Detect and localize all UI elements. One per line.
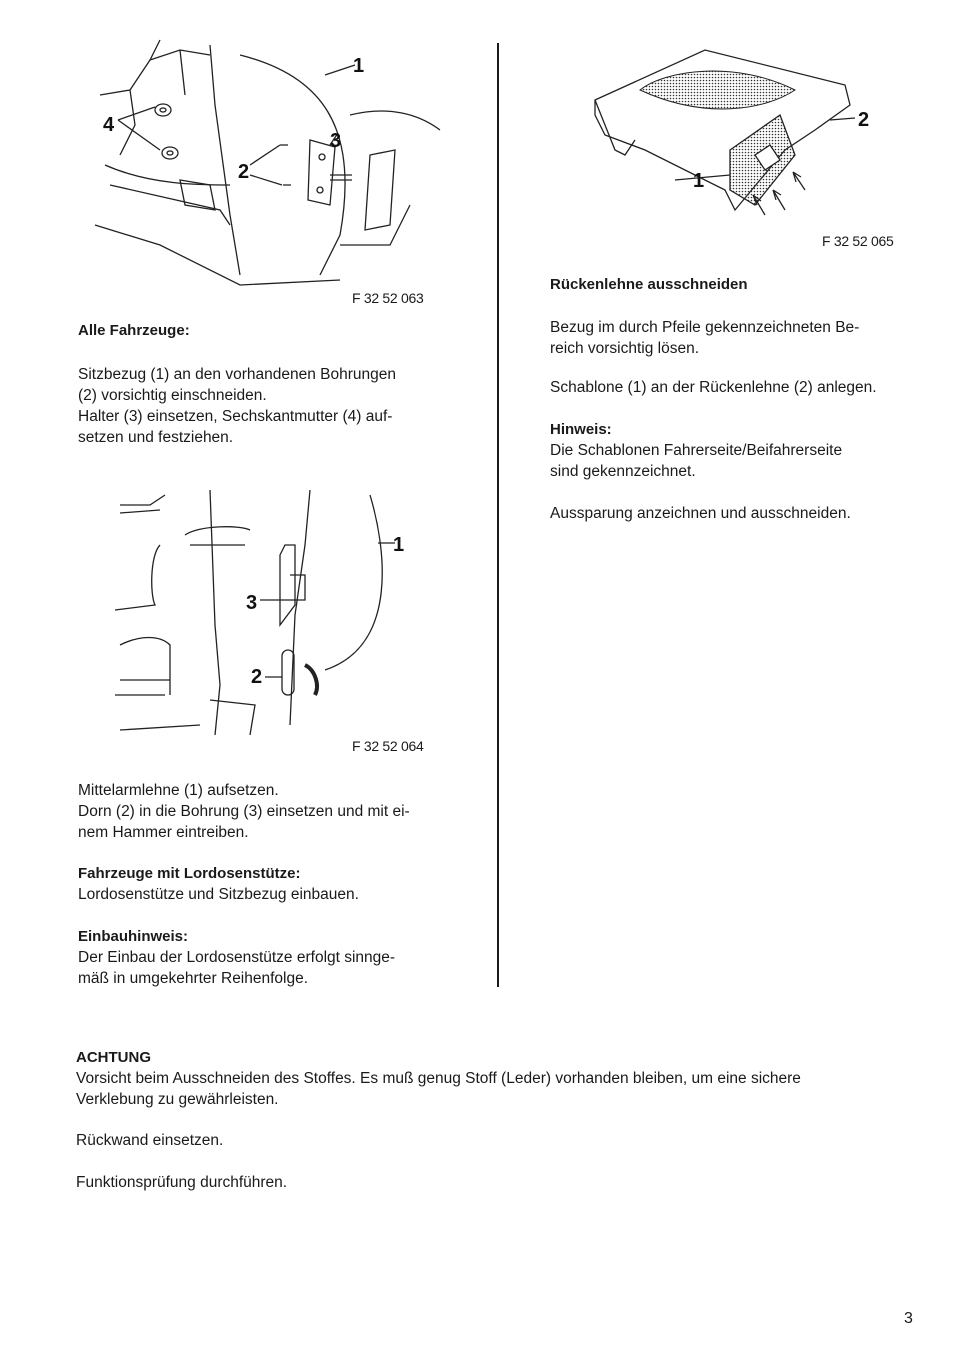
- text-aussparung: Aussparung anzeichnen und ausschneiden.: [550, 505, 851, 522]
- text-line: reich vorsichtig lösen.: [550, 340, 700, 357]
- text-schablone: Schablone (1) an der Rückenlehne (2) anlegen.: [550, 379, 877, 396]
- page-number: 3: [904, 1310, 913, 1327]
- figure-1-code: F 32 52 063: [352, 290, 424, 306]
- text-line: setzen und festziehen.: [78, 429, 234, 446]
- text-line: Mittelarmlehne (1) aufsetzen.: [78, 782, 279, 799]
- text-line: sind gekennzeichnet.: [550, 463, 696, 480]
- figure-armrest-pin: [110, 485, 430, 745]
- section-heading-alle-fahrzeuge: Alle Fahrzeuge:: [78, 322, 190, 339]
- figure-seat-holder: [90, 35, 450, 295]
- figure-3-code: F 32 52 065: [822, 233, 894, 249]
- column-divider: [497, 43, 499, 987]
- text-line: (2) vorsichtig einschneiden.: [78, 387, 267, 404]
- text-rueckwand: Rückwand einsetzen.: [76, 1132, 224, 1149]
- figure-1-callout-4: 4: [103, 114, 115, 136]
- text-line: mäß in umgekehrter Reihenfolge.: [78, 970, 309, 987]
- figure-2-code: F 32 52 064: [352, 738, 424, 754]
- figure-1-callout-1: 1: [353, 55, 365, 77]
- text-line: Vorsicht beim Ausschneiden des Stoffes. Es muß genug Stoff (Leder) vorhanden bleiben, um eine sichere: [76, 1070, 801, 1087]
- warning-body-achtung: [76, 1068, 801, 1110]
- text-line: Verklebung zu gewährleisten.: [76, 1091, 279, 1108]
- text-line: Die Schablonen Fahrerseite/Beifahrerseite: [550, 442, 843, 459]
- text-line: Der Einbau der Lordosenstütze erfolgt sinnge-: [78, 949, 396, 966]
- figure-1-callout-3: 3: [330, 130, 342, 152]
- figure-2-callout-3: 3: [246, 592, 258, 614]
- figure-3-callout-1: 1: [693, 170, 705, 192]
- figure-1-callout-2: 2: [238, 161, 250, 183]
- section-body-lordosenstuetze: Lordosenstütze und Sitzbezug einbauen.: [78, 886, 359, 903]
- note-heading-hinweis: Hinweis:: [550, 421, 612, 438]
- figure-2-callout-2: 2: [251, 666, 263, 688]
- figure-backrest-template: [585, 40, 885, 230]
- section-body-alle-fahrzeuge: [78, 364, 396, 448]
- section-body-rueckenlehne: [550, 317, 859, 359]
- section-heading-einbauhinweis: Einbauhinweis:: [78, 928, 189, 945]
- note-body-hinweis: [550, 440, 842, 482]
- text-funktionspruefung: Funktionsprüfung durchführen.: [76, 1174, 288, 1191]
- warning-heading-achtung: ACHTUNG: [76, 1049, 151, 1066]
- section-heading-lordosenstuetze: Fahrzeuge mit Lordosenstütze:: [78, 865, 301, 882]
- text-line: nem Hammer eintreiben.: [78, 824, 249, 841]
- figure-3-callout-2: 2: [858, 109, 870, 131]
- text-line: Dorn (2) in die Bohrung (3) einsetzen und mit ei-: [78, 803, 410, 820]
- text-line: Sitzbezug (1) an den vorhandenen Bohrungen: [78, 366, 396, 383]
- figure-2-callout-1: 1: [393, 534, 405, 556]
- text-line: Bezug im durch Pfeile gekennzeichneten Be-: [550, 319, 860, 336]
- section-body-mittelarmlehne: [78, 780, 410, 843]
- text-line: Halter (3) einsetzen, Sechskantmutter (4) auf-: [78, 408, 393, 425]
- section-heading-rueckenlehne: Rückenlehne ausschneiden: [550, 276, 748, 293]
- section-body-einbauhinweis: [78, 947, 395, 989]
